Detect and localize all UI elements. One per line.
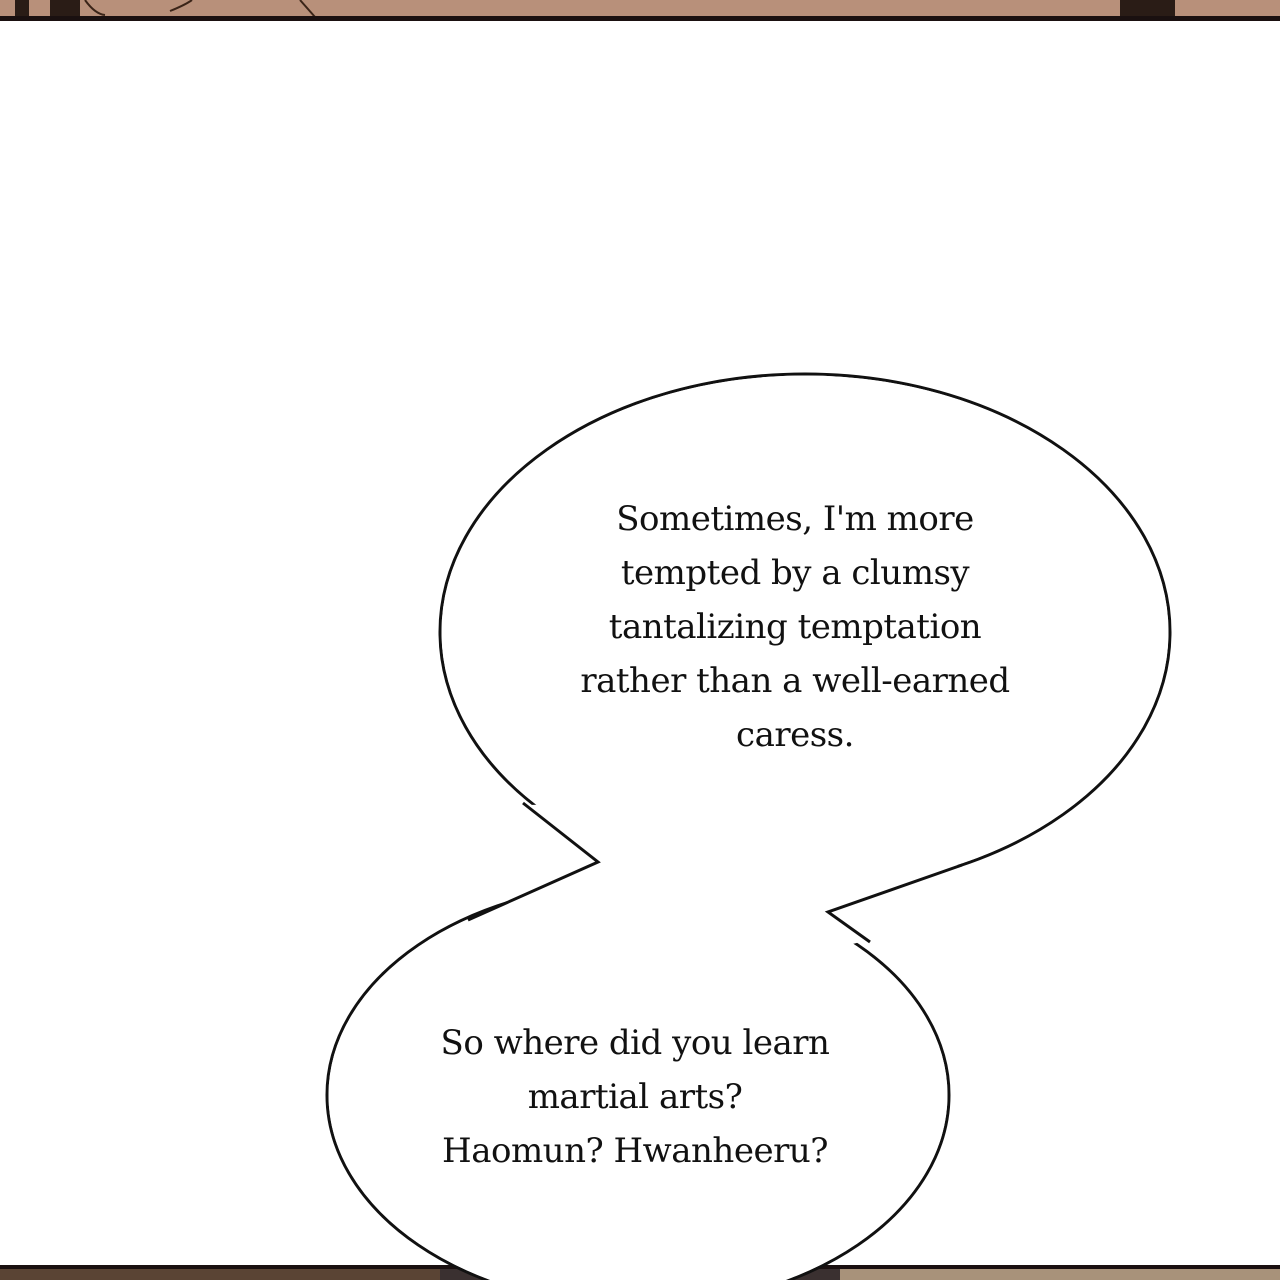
bubble-line: tempted by a clumsy xyxy=(620,553,970,593)
speech-bubble-lower xyxy=(380,1016,890,1178)
top-panel xyxy=(0,0,1280,21)
bubble-line: martial arts? xyxy=(527,1077,743,1117)
bubble-line: caress. xyxy=(736,715,854,755)
bubble-line: tantalizing temptation xyxy=(608,607,982,647)
bubble-line: rather than a well-earned xyxy=(580,661,1010,701)
bubble-line: Sometimes, I'm more xyxy=(616,499,974,539)
speech-bubble-upper xyxy=(540,492,1050,762)
bubble-line: So where did you learn xyxy=(440,1023,830,1063)
bubble-line: Haomun? Hwanheeru? xyxy=(442,1131,828,1171)
